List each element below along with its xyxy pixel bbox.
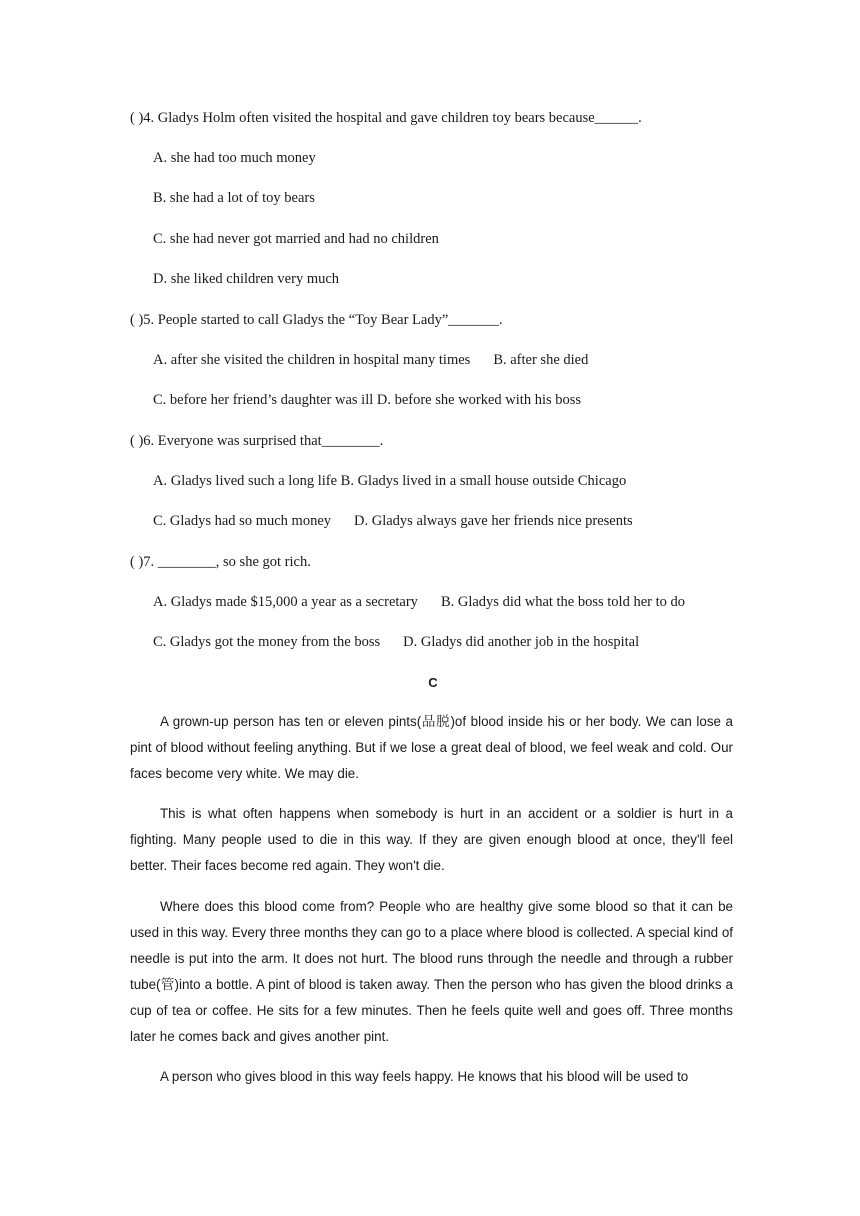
- question-5-options-row-2: C. before her friend’s daughter was ill D. before she worked with his boss: [153, 392, 582, 408]
- question-5-option-a: A. after she visited the children in hospital many times: [153, 352, 471, 368]
- question-7-option-b: B. Gladys did what the boss told her to do: [440, 594, 686, 610]
- passage-paragraph-4: A person who gives blood in this way feels happy. He knows that his blood will be used to: [160, 1069, 689, 1084]
- question-5-option-b: B. after she died: [493, 352, 589, 368]
- passage-paragraph-2: This is what often happens when somebody is hurt in an accident or a soldier is hurt in a fighting. Many people used to die in this way. If they are given enough blood at once, they'll feel better. Their faces become red again. They won't die.: [130, 806, 733, 873]
- question-5-options-row-1: [153, 351, 588, 369]
- question-6-stem: ( )6. Everyone was surprised that________.: [130, 433, 384, 449]
- question-4-option-a: A. she had too much money: [153, 150, 316, 166]
- question-7-options-row-2: [153, 633, 639, 651]
- question-4-option-c: C. she had never got married and had no children: [153, 231, 439, 247]
- question-7-option-a: A. Gladys made $15,000 a year as a secretary: [153, 594, 418, 610]
- passage-paragraph-3: Where does this blood come from? People who are healthy give some blood so that it can be used in this way. Every three months they can go to a place where blood is collected. A special kind of needle is put into the arm. It does not hurt. The blood runs through the needle and through a rubber tube(管)into a bottle. A pint of blood is taken away. Then the person who has given the blood drinks a cup of tea or coffee. He sits for a few minutes. Then he feels quite well and goes off. Three months later he comes back and gives another pint.: [130, 899, 733, 1044]
- question-4-option-d: D. she liked children very much: [153, 271, 340, 287]
- question-6-option-c: C. Gladys had so much money: [153, 513, 332, 529]
- question-6-options-row-2: [153, 512, 633, 530]
- question-7-option-d: D. Gladys did another job in the hospital: [403, 634, 640, 650]
- passage-paragraph-1: A grown-up person has ten or eleven pints(品脱)of blood inside his or her body. We can lose a pint of blood without feeling anything. But if we lose a great deal of blood, we feel weak and cold. Our faces become very white. We may die.: [130, 714, 733, 781]
- question-6-options-row-1: A. Gladys lived such a long life B. Gladys lived in a small house outside Chicago: [153, 473, 627, 489]
- question-5-stem: ( )5. People started to call Gladys the “Toy Bear Lady”_______.: [130, 312, 503, 328]
- question-4-stem: ( )4. Gladys Holm often visited the hospital and gave children toy bears because______.: [130, 110, 642, 126]
- question-7-stem: ( )7. ________, so she got rich.: [130, 554, 311, 570]
- question-7-option-c: C. Gladys got the money from the boss: [153, 634, 381, 650]
- question-4-option-b: B. she had a lot of toy bears: [153, 190, 315, 206]
- section-c-heading: C: [428, 675, 438, 690]
- question-7-options-row-1: [153, 593, 685, 611]
- question-6-option-d: D. Gladys always gave her friends nice presents: [354, 513, 633, 529]
